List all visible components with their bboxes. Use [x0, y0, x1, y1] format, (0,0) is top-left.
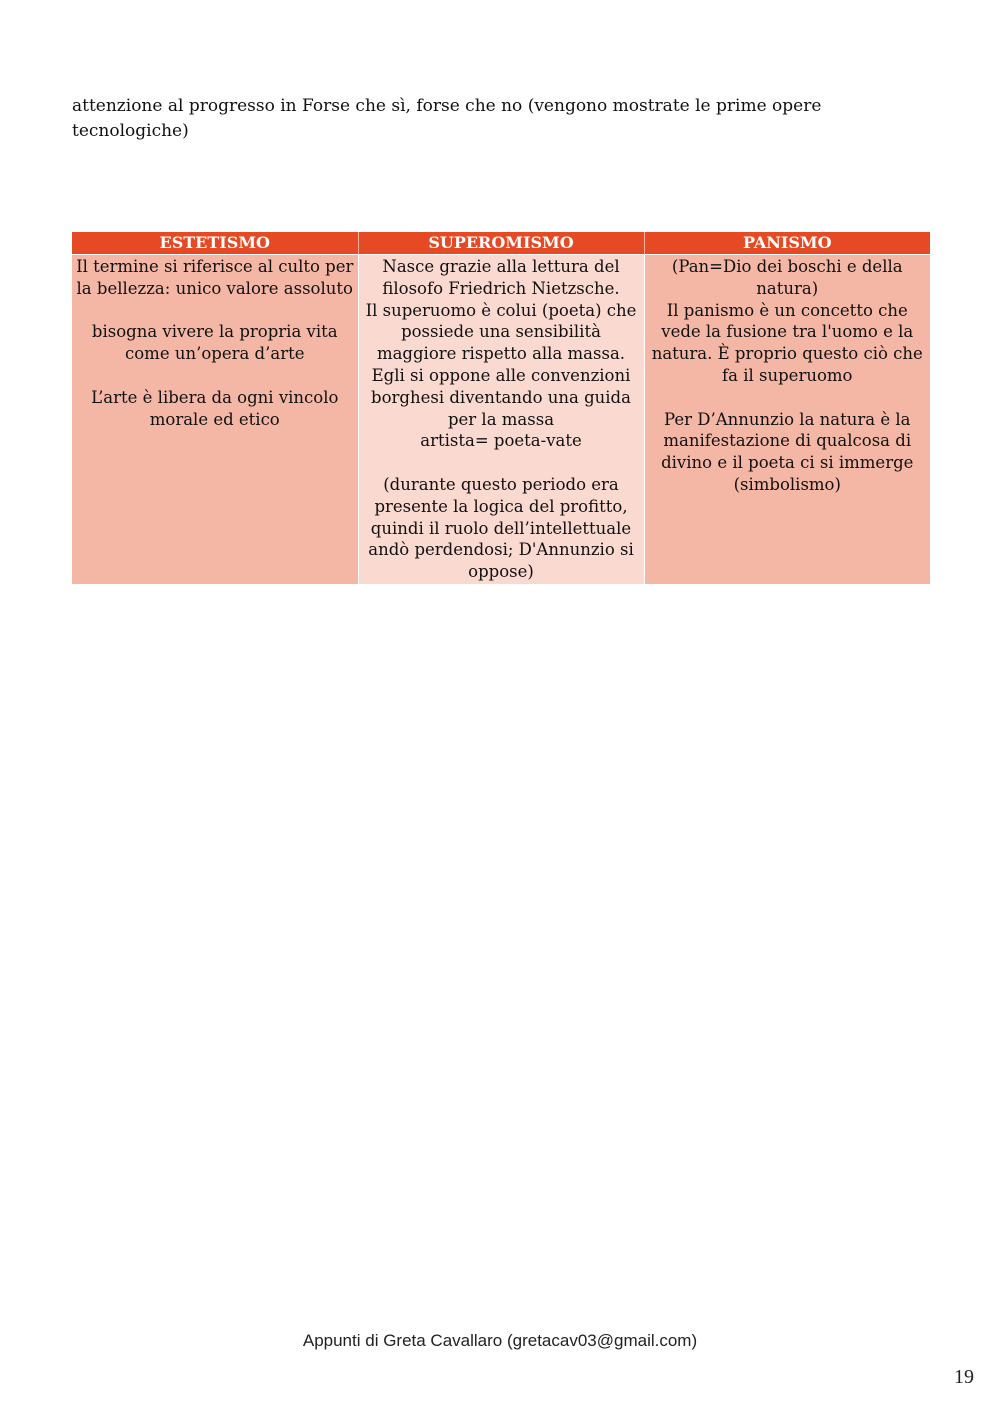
cell-superomismo	[358, 255, 644, 584]
cell-text: Nasce grazie alla lettura del filosofo Friedrich Nietzsche.	[382, 257, 620, 298]
cell-text: L’arte è libera da ogni vincolo morale ed etico	[91, 387, 339, 429]
cell-estetismo	[72, 255, 358, 584]
cell-blank-line	[76, 300, 354, 322]
comparison-table	[72, 232, 930, 584]
header-superomismo: SUPEROMISMO	[358, 232, 644, 255]
cell-blank-line	[649, 387, 927, 409]
intro-paragraph: attenzione al progresso in Forse che sì, forse che no (vengono mostrate le prime opere tecnologiche)	[72, 96, 822, 141]
page-number: 19	[954, 1366, 974, 1388]
header-panismo: PANISMO	[644, 232, 930, 255]
cell-text: Il superuomo è colui (poeta) che possiede una sensibilità maggiore rispetto alla massa.	[365, 300, 637, 364]
header-estetismo: ESTETISMO	[72, 232, 358, 255]
cell-text: Egli si oppone alle convenzioni borghesi diventando una guida per la massa	[371, 365, 631, 429]
table-header-row	[72, 232, 930, 255]
cell-text: (Pan=Dio dei boschi e della natura)	[671, 257, 903, 298]
cell-text: bisogna vivere la propria vita come un’opera d’arte	[91, 322, 338, 364]
table-row	[72, 255, 930, 584]
cell-blank-line	[76, 365, 354, 387]
cell-text: (durante questo periodo era presente la logica del profitto, quindi il ruolo dell’intellettuale andò perdendosi; D'Annunzio si oppose)	[368, 474, 634, 582]
cell-text: Il panismo è un concetto che vede la fusione tra l'uomo e la natura. È proprio questo ciò che fa il superuomo	[651, 300, 923, 385]
cell-text: artista= poeta-vate	[420, 431, 582, 451]
page-footer: Appunti di Greta Cavallaro (gretacav03@gmail.com)	[302, 1331, 698, 1350]
cell-panismo	[644, 255, 930, 584]
cell-text: Per D’Annunzio la natura è la manifestazione di qualcosa di divino e il poeta ci si immerge (simbolismo)	[661, 409, 914, 494]
cell-blank-line	[363, 452, 640, 474]
cell-text: Il termine si riferisce al culto per la bellezza: unico valore assoluto	[76, 257, 354, 298]
